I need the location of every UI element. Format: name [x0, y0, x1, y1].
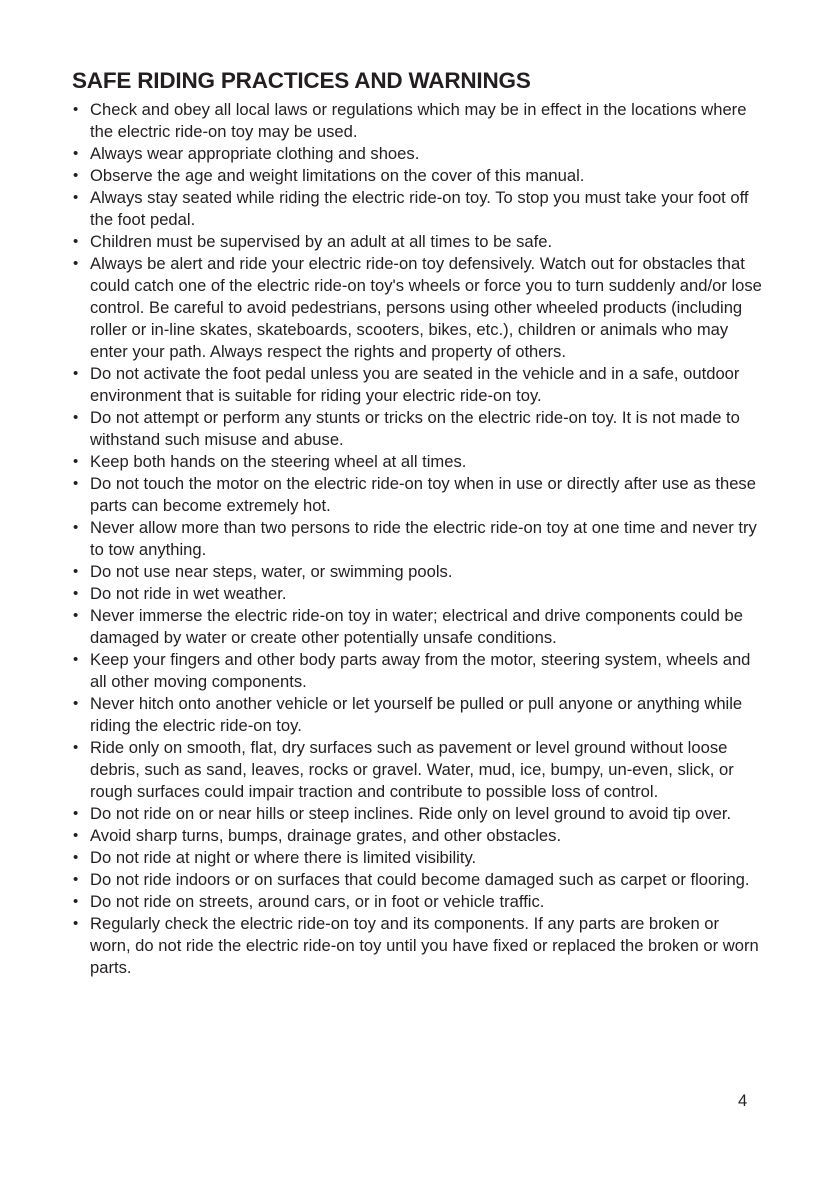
list-item-text: Do not ride in wet weather.	[90, 584, 287, 603]
list-item-text: Do not ride indoors or on surfaces that could become damaged such as carpet or flooring.	[90, 870, 750, 889]
list-item	[72, 99, 762, 143]
list-item	[72, 891, 762, 913]
bullet-icon: •	[73, 453, 79, 470]
bullet-icon: •	[73, 365, 79, 382]
bullet-icon: •	[73, 871, 79, 888]
list-item	[72, 605, 762, 649]
bullet-icon: •	[73, 607, 79, 624]
warnings-list	[72, 99, 762, 979]
list-item	[72, 187, 762, 231]
list-item	[72, 143, 762, 165]
section-title: SAFE RIDING PRACTICES AND WARNINGS	[72, 68, 531, 93]
list-item	[72, 825, 762, 847]
bullet-icon: •	[73, 739, 79, 756]
list-item-text: Always be alert and ride your electric ride-on toy defensively. Watch out for obstacles that could catch one of the electric ride-on toy's wheels or force you to turn suddenly and/or lose control. Be careful to avoid pedestrians, persons using other wheeled products (including roller or in-line skates, skateboards, scooters, bikes, etc.), children or animals who may enter your path. Always respect the rights and property of others.	[90, 254, 762, 361]
list-item-text: Regularly check the electric ride-on toy and its components. If any parts are broken or worn, do not ride the electric ride-on toy until you have fixed or replaced the broken or worn parts.	[90, 914, 759, 977]
bullet-icon: •	[73, 805, 79, 822]
list-item-text: Ride only on smooth, flat, dry surfaces such as pavement or level ground without loose debris, such as sand, leaves, rocks or gravel. Water, mud, ice, bumpy, un-even, slick, or rough surfaces could impair traction and contribute to possible loss of control.	[90, 738, 734, 801]
list-item	[72, 561, 762, 583]
bullet-icon: •	[73, 255, 79, 272]
page-number: 4	[738, 1091, 748, 1110]
list-item	[72, 737, 762, 803]
list-item	[72, 231, 762, 253]
bullet-icon: •	[73, 893, 79, 910]
bullet-icon: •	[73, 695, 79, 712]
list-item-text: Never allow more than two persons to ride the electric ride-on toy at one time and never try to tow anything.	[90, 518, 757, 559]
bullet-icon: •	[73, 233, 79, 250]
list-item	[72, 473, 762, 517]
list-item-text: Check and obey all local laws or regulations which may be in effect in the locations where the electric ride-on toy may be used.	[90, 100, 747, 141]
list-item	[72, 517, 762, 561]
list-item-text: Do not ride on or near hills or steep inclines. Ride only on level ground to avoid tip over.	[90, 804, 732, 823]
list-item	[72, 583, 762, 605]
list-item	[72, 253, 762, 363]
list-item	[72, 407, 762, 451]
bullet-icon: •	[73, 409, 79, 426]
list-item	[72, 165, 762, 187]
list-item-text: Do not touch the motor on the electric ride-on toy when in use or directly after use as these parts can become extremely hot.	[90, 474, 756, 515]
list-item	[72, 913, 762, 979]
bullet-icon: •	[73, 915, 79, 932]
list-item-text: Never immerse the electric ride-on toy in water; electrical and drive components could be damaged by water or create other potentially unsafe conditions.	[90, 606, 743, 647]
list-item	[72, 803, 762, 825]
bullet-icon: •	[73, 519, 79, 536]
list-item-text: Never hitch onto another vehicle or let yourself be pulled or pull anyone or anything while riding the electric ride-on toy.	[90, 694, 743, 735]
list-item	[72, 649, 762, 693]
list-item-text: Children must be supervised by an adult at all times to be safe.	[90, 232, 553, 251]
list-item-text: Keep both hands on the steering wheel at all times.	[90, 452, 467, 471]
list-item-text: Do not ride on streets, around cars, or in foot or vehicle traffic.	[90, 892, 545, 911]
bullet-icon: •	[73, 101, 79, 118]
list-item-text: Do not activate the foot pedal unless you are seated in the vehicle and in a safe, outdoor environment that is suitable for riding your electric ride-on toy.	[90, 364, 740, 405]
bullet-icon: •	[73, 827, 79, 844]
bullet-icon: •	[73, 849, 79, 866]
bullet-icon: •	[73, 475, 79, 492]
list-item-text: Avoid sharp turns, bumps, drainage grates, and other obstacles.	[90, 826, 562, 845]
list-item	[72, 693, 762, 737]
bullet-icon: •	[73, 145, 79, 162]
bullet-icon: •	[73, 167, 79, 184]
list-item	[72, 363, 762, 407]
list-item-text: Always wear appropriate clothing and shoes.	[90, 144, 420, 163]
list-item	[72, 847, 762, 869]
bullet-icon: •	[73, 563, 79, 580]
list-item-text: Do not use near steps, water, or swimming pools.	[90, 562, 453, 581]
list-item-text: Observe the age and weight limitations on the cover of this manual.	[90, 166, 585, 185]
list-item-text: Do not ride at night or where there is limited visibility.	[90, 848, 477, 867]
list-item-text: Always stay seated while riding the electric ride-on toy. To stop you must take your foot off the foot pedal.	[90, 188, 749, 229]
list-item-text: Do not attempt or perform any stunts or tricks on the electric ride-on toy. It is not made to withstand such misuse and abuse.	[90, 408, 740, 449]
list-item-text: Keep your fingers and other body parts away from the motor, steering system, wheels and all other moving components.	[90, 650, 751, 691]
bullet-icon: •	[73, 651, 79, 668]
bullet-icon: •	[73, 585, 79, 602]
bullet-icon: •	[73, 189, 79, 206]
list-item	[72, 451, 762, 473]
list-item	[72, 869, 762, 891]
